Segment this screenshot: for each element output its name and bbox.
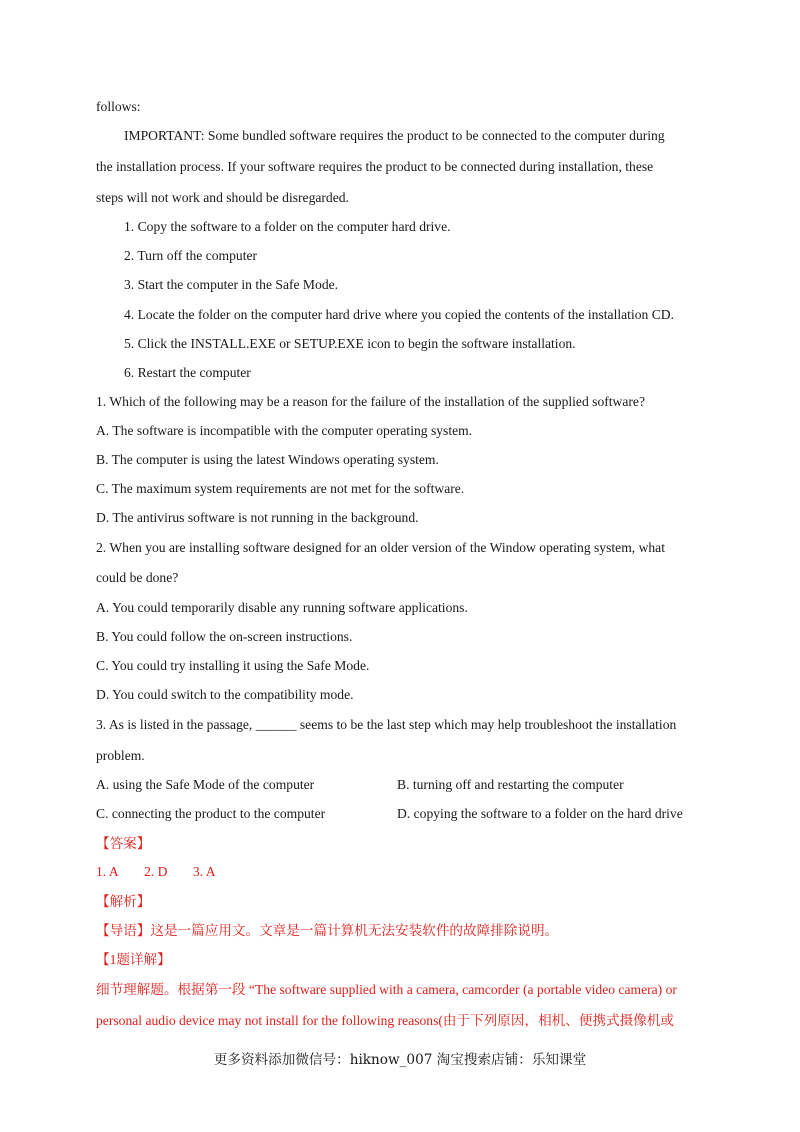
question-1-detail-header: 【1题详解】 (96, 952, 171, 967)
answer-3: 3. A (192, 864, 216, 879)
answer-header: 【答案】 (96, 836, 151, 851)
question-3-stem-line-1: 3. As is listed in the passage, ______ seems to be the last step which may help troubleshoot the installation (96, 717, 677, 732)
question-3-stem-line-2: problem. (96, 748, 145, 763)
step-5: 5. Click the INSTALL.EXE or SETUP.EXE icon to begin the software installation. (124, 336, 576, 351)
step-2: 2. Turn off the computer (124, 248, 258, 263)
step-3: 3. Start the computer in the Safe Mode. (124, 277, 339, 292)
passage-line-follows: follows: (96, 99, 141, 114)
answer-list (96, 864, 238, 880)
question-1-option-a: A. The software is incompatible with the computer operating system. (96, 423, 473, 438)
detail-line-2: personal audio device may not install for the following reasons(由于下列原因，相机、便携式摄像机或 (96, 1013, 675, 1028)
answer-2: 2. D (144, 864, 168, 879)
detail-line-1: 细节理解题。根据第一段 “The software supplied with a camera, camcorder (a portable video camera) or (96, 982, 677, 997)
question-2-option-b: B. You could follow the on-screen instructions. (96, 629, 353, 644)
step-6: 6. Restart the computer (124, 365, 251, 380)
guide-text: 【导语】这是一篇应用文。文章是一篇计算机无法安装软件的故障排除说明。 (96, 923, 559, 938)
important-note-line-1: IMPORTANT: Some bundled software requires the product to be connected to the computer during (124, 128, 665, 143)
question-1-option-d: D. The antivirus software is not running in the background. (96, 510, 419, 525)
question-2-stem-line-2: could be done? (96, 570, 179, 585)
step-1: 1. Copy the software to a folder on the computer hard drive. (124, 219, 451, 234)
question-3-option-d: D. copying the software to a folder on the hard drive (397, 806, 683, 821)
important-note-line-3: steps will not work and should be disregarded. (96, 190, 349, 205)
question-1-option-b: B. The computer is using the latest Windows operating system. (96, 452, 439, 467)
question-3-option-a: A. using the Safe Mode of the computer (96, 777, 315, 792)
analysis-header: 【解析】 (96, 894, 151, 909)
question-3-option-c: C. connecting the product to the computer (96, 806, 326, 821)
question-2-stem-line-1: 2. When you are installing software designed for an older version of the Window operating system, what (96, 540, 665, 555)
page-footer: 更多资料添加微信号：hiknow_007 淘宝搜索店铺：乐知课堂 (213, 1052, 587, 1068)
question-1-option-c: C. The maximum system requirements are not met for the software. (96, 481, 465, 496)
answer-1: 1. A (96, 864, 119, 879)
question-1-stem: 1. Which of the following may be a reason for the failure of the installation of the supplied software? (96, 394, 645, 409)
question-2-option-c: C. You could try installing it using the Safe Mode. (96, 658, 370, 673)
question-3-option-b: B. turning off and restarting the computer (397, 777, 624, 792)
step-4: 4. Locate the folder on the computer hard drive where you copied the contents of the installation CD. (124, 307, 674, 322)
question-2-option-d: D. You could switch to the compatibility mode. (96, 687, 354, 702)
question-2-option-a: A. You could temporarily disable any running software applications. (96, 600, 468, 615)
important-note-line-2: the installation process. If your software requires the product to be connected during installation, these (96, 159, 654, 174)
